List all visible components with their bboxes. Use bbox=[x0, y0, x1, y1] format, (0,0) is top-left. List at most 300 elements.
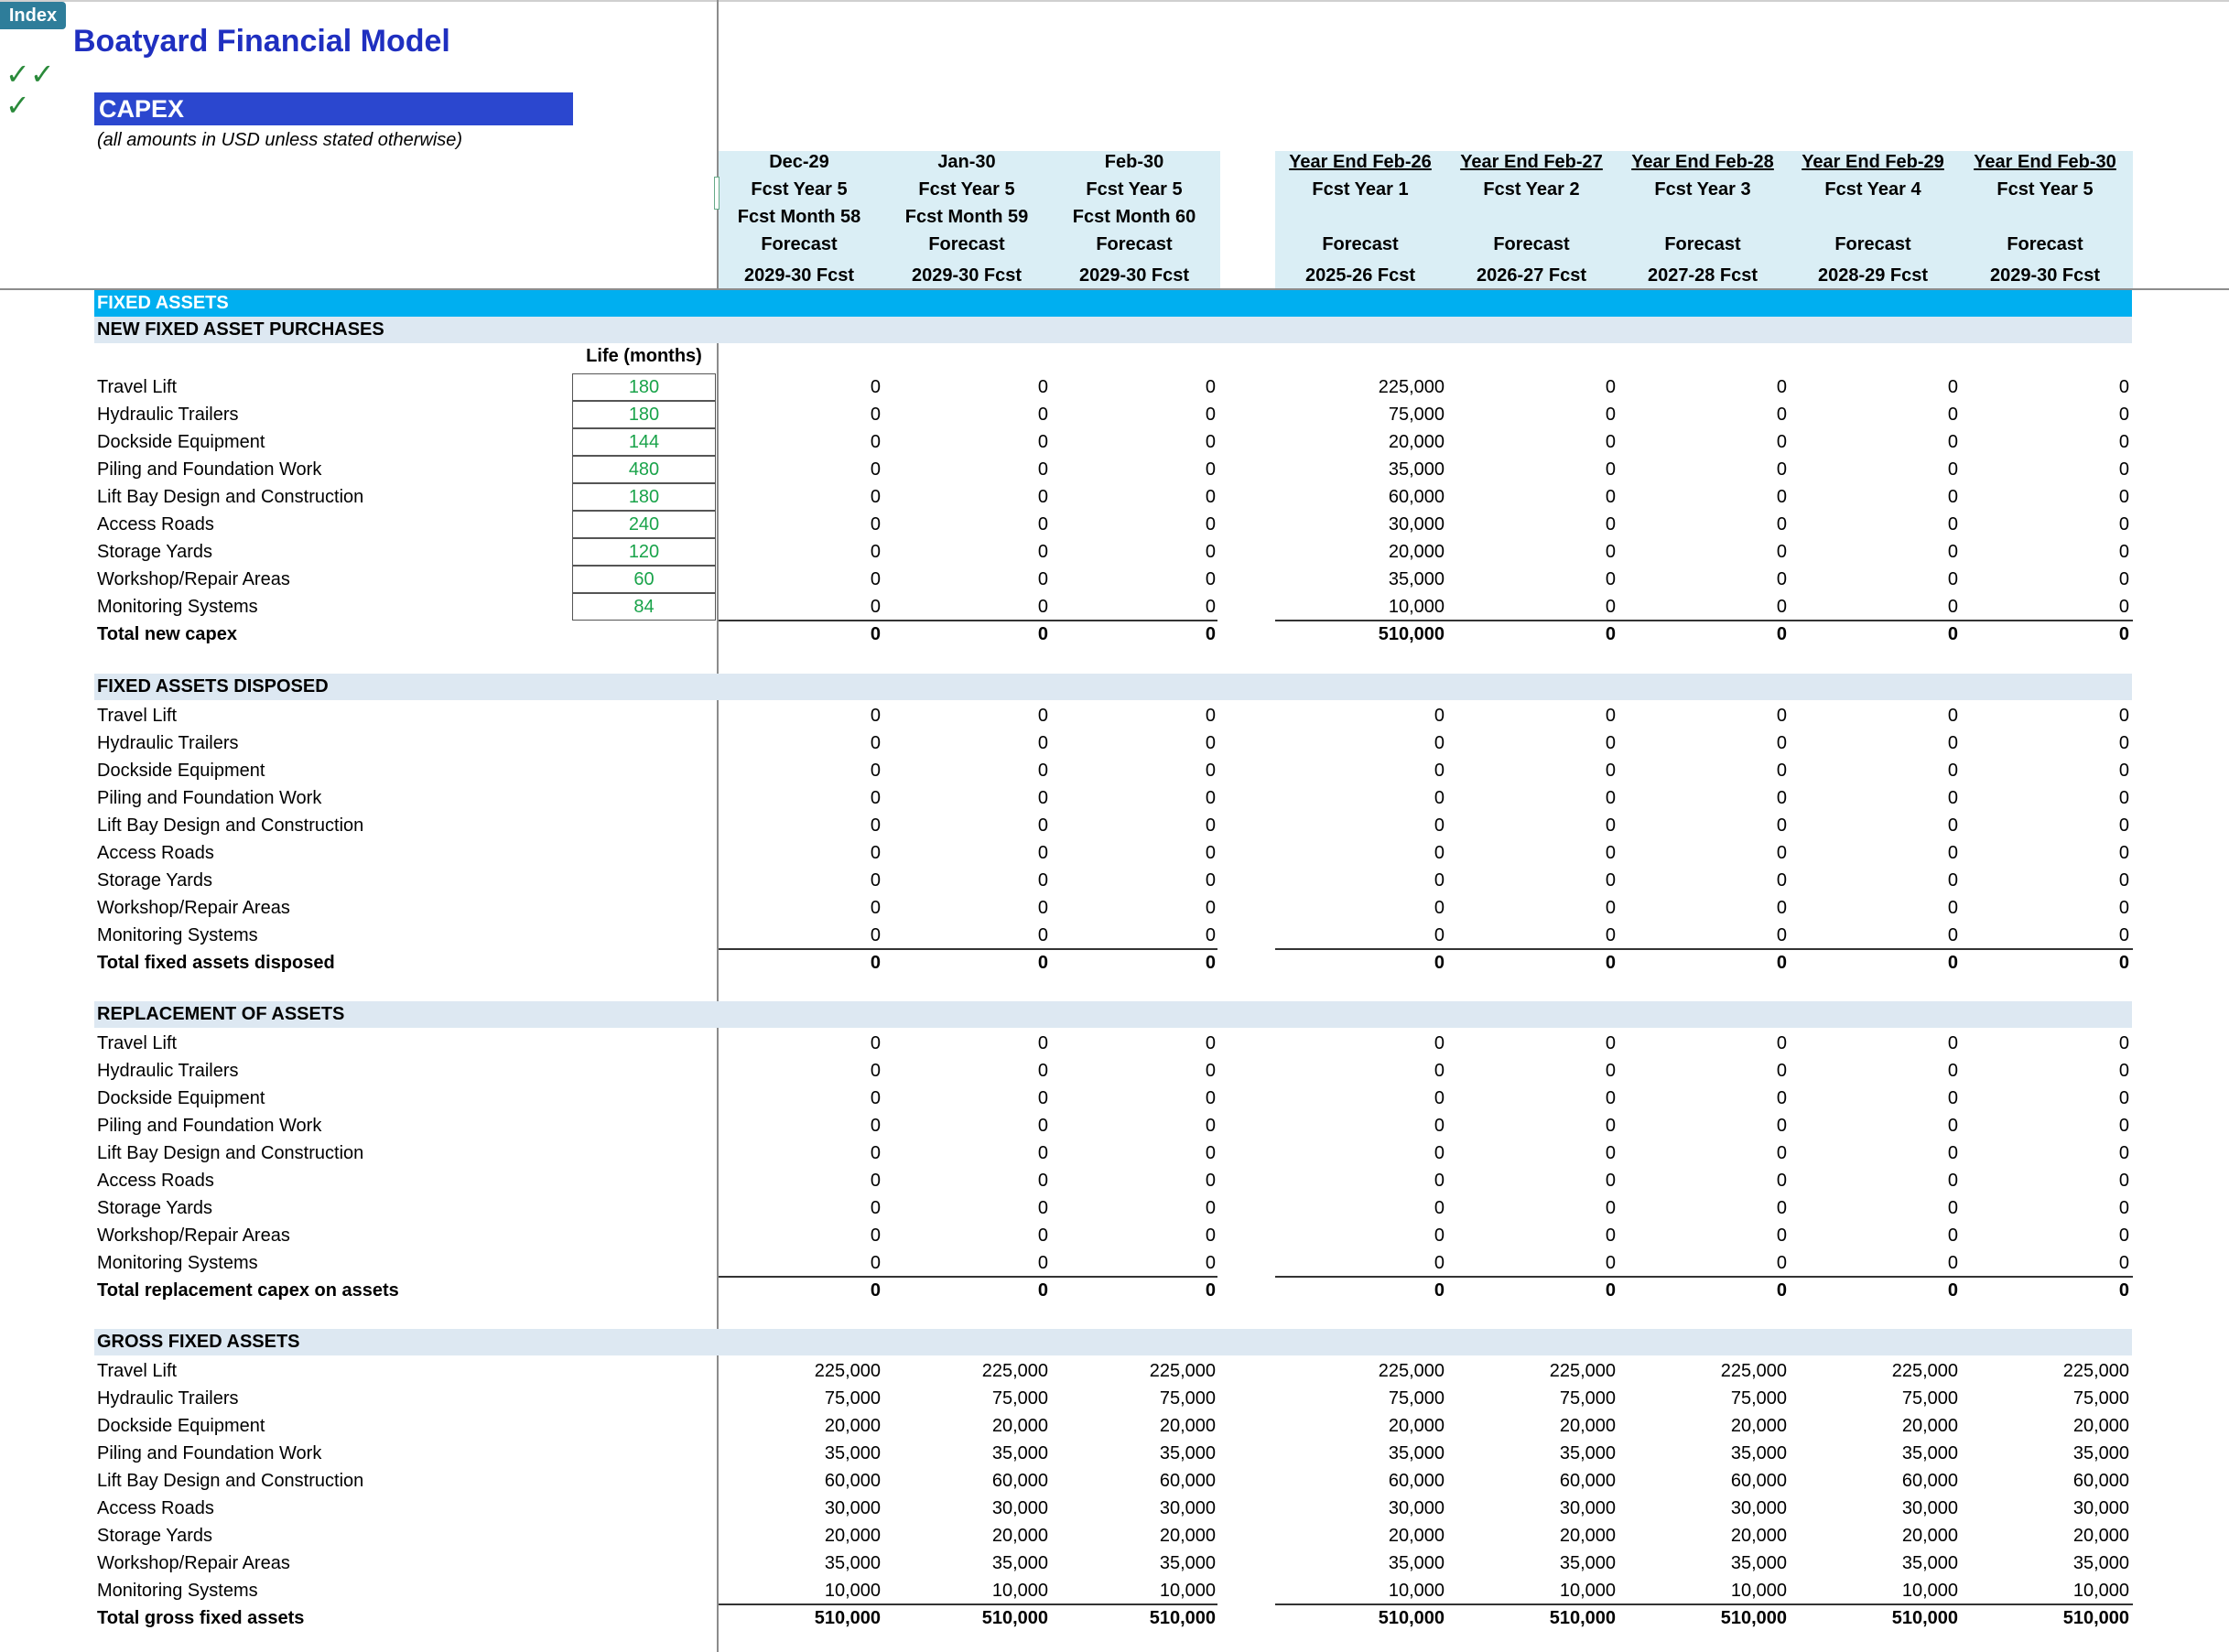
value-cell[interactable]: 0 bbox=[1205, 1033, 1216, 1053]
value-cell[interactable]: 0 bbox=[2118, 377, 2129, 397]
total-value-cell[interactable]: 0 bbox=[2118, 953, 2129, 973]
value-cell[interactable]: 30,000 bbox=[824, 1498, 881, 1518]
value-cell[interactable]: 75,000 bbox=[2072, 1388, 2129, 1409]
value-cell[interactable]: 0 bbox=[1037, 843, 1048, 863]
total-value-cell[interactable]: 510,000 bbox=[1891, 1608, 1958, 1628]
total-value-cell[interactable]: 510,000 bbox=[814, 1608, 881, 1628]
value-cell[interactable]: 60,000 bbox=[824, 1471, 881, 1491]
value-cell[interactable]: 0 bbox=[1434, 733, 1445, 753]
value-cell[interactable]: 0 bbox=[870, 569, 881, 589]
value-cell[interactable]: 0 bbox=[1037, 706, 1048, 726]
life-months-input[interactable]: 60 bbox=[572, 566, 716, 593]
value-cell[interactable]: 30,000 bbox=[1559, 1498, 1616, 1518]
value-cell[interactable]: 0 bbox=[1205, 1061, 1216, 1081]
value-cell[interactable]: 30,000 bbox=[991, 1498, 1048, 1518]
value-cell[interactable]: 0 bbox=[1776, 1116, 1787, 1136]
value-cell[interactable]: 0 bbox=[870, 514, 881, 534]
value-cell[interactable]: 0 bbox=[870, 459, 881, 480]
value-cell[interactable]: 0 bbox=[1205, 569, 1216, 589]
value-cell[interactable]: 0 bbox=[1776, 925, 1787, 945]
value-cell[interactable]: 0 bbox=[1205, 542, 1216, 562]
value-cell[interactable]: 35,000 bbox=[1559, 1553, 1616, 1573]
value-cell[interactable]: 0 bbox=[1776, 1171, 1787, 1191]
value-cell[interactable]: 0 bbox=[1037, 925, 1048, 945]
value-cell[interactable]: 225,000 bbox=[981, 1361, 1048, 1381]
value-cell[interactable]: 0 bbox=[1947, 597, 1958, 617]
value-cell[interactable]: 0 bbox=[2118, 1171, 2129, 1191]
total-value-cell[interactable]: 0 bbox=[1776, 624, 1787, 644]
value-cell[interactable]: 0 bbox=[870, 487, 881, 507]
value-cell[interactable]: 0 bbox=[1947, 1143, 1958, 1163]
value-cell[interactable]: 0 bbox=[1947, 733, 1958, 753]
value-cell[interactable]: 20,000 bbox=[1388, 432, 1445, 452]
value-cell[interactable]: 0 bbox=[1434, 1061, 1445, 1081]
value-cell[interactable]: 10,000 bbox=[1559, 1581, 1616, 1601]
value-cell[interactable]: 60,000 bbox=[1559, 1471, 1616, 1491]
value-cell[interactable]: 0 bbox=[1205, 1143, 1216, 1163]
value-cell[interactable]: 0 bbox=[870, 1171, 881, 1191]
value-cell[interactable]: 0 bbox=[1037, 459, 1048, 480]
value-cell[interactable]: 0 bbox=[1434, 925, 1445, 945]
value-cell[interactable]: 0 bbox=[2118, 843, 2129, 863]
total-value-cell[interactable]: 0 bbox=[1434, 1280, 1445, 1301]
life-months-input[interactable]: 84 bbox=[572, 593, 716, 621]
value-cell[interactable]: 0 bbox=[2118, 870, 2129, 891]
value-cell[interactable]: 0 bbox=[1947, 487, 1958, 507]
value-cell[interactable]: 0 bbox=[1605, 788, 1616, 808]
value-cell[interactable]: 0 bbox=[1037, 1171, 1048, 1191]
value-cell[interactable]: 0 bbox=[1205, 1226, 1216, 1246]
value-cell[interactable]: 0 bbox=[1776, 788, 1787, 808]
value-cell[interactable]: 0 bbox=[870, 733, 881, 753]
total-value-cell[interactable]: 0 bbox=[1605, 1280, 1616, 1301]
value-cell[interactable]: 0 bbox=[1037, 1198, 1048, 1218]
value-cell[interactable]: 0 bbox=[1776, 542, 1787, 562]
value-cell[interactable]: 0 bbox=[1947, 377, 1958, 397]
value-cell[interactable]: 225,000 bbox=[814, 1361, 881, 1381]
value-cell[interactable]: 0 bbox=[1205, 898, 1216, 918]
total-value-cell[interactable]: 510,000 bbox=[1720, 1608, 1787, 1628]
value-cell[interactable]: 0 bbox=[2118, 815, 2129, 836]
value-cell[interactable]: 75,000 bbox=[991, 1388, 1048, 1409]
value-cell[interactable]: 0 bbox=[1434, 1116, 1445, 1136]
value-cell[interactable]: 0 bbox=[1947, 514, 1958, 534]
value-cell[interactable]: 60,000 bbox=[1388, 487, 1445, 507]
value-cell[interactable]: 0 bbox=[1605, 1198, 1616, 1218]
value-cell[interactable]: 75,000 bbox=[1388, 405, 1445, 425]
value-cell[interactable]: 0 bbox=[1605, 925, 1616, 945]
value-cell[interactable]: 75,000 bbox=[1388, 1388, 1445, 1409]
value-cell[interactable]: 0 bbox=[870, 377, 881, 397]
value-cell[interactable]: 0 bbox=[870, 1061, 881, 1081]
value-cell[interactable]: 0 bbox=[2118, 1061, 2129, 1081]
value-cell[interactable]: 20,000 bbox=[1901, 1526, 1958, 1546]
total-value-cell[interactable]: 0 bbox=[1947, 953, 1958, 973]
value-cell[interactable]: 0 bbox=[1947, 1061, 1958, 1081]
life-months-input[interactable]: 180 bbox=[572, 401, 716, 428]
value-cell[interactable]: 35,000 bbox=[2072, 1443, 2129, 1463]
value-cell[interactable]: 0 bbox=[1434, 1171, 1445, 1191]
value-cell[interactable]: 0 bbox=[1605, 1171, 1616, 1191]
value-cell[interactable]: 0 bbox=[2118, 514, 2129, 534]
value-cell[interactable]: 0 bbox=[1776, 1226, 1787, 1246]
value-cell[interactable]: 20,000 bbox=[991, 1526, 1048, 1546]
value-cell[interactable]: 60,000 bbox=[1901, 1471, 1958, 1491]
value-cell[interactable]: 0 bbox=[1776, 1033, 1787, 1053]
value-cell[interactable]: 0 bbox=[2118, 1226, 2129, 1246]
value-cell[interactable]: 0 bbox=[2118, 898, 2129, 918]
value-cell[interactable]: 0 bbox=[1434, 761, 1445, 781]
value-cell[interactable]: 0 bbox=[870, 1198, 881, 1218]
value-cell[interactable]: 0 bbox=[870, 898, 881, 918]
value-cell[interactable]: 0 bbox=[1947, 815, 1958, 836]
value-cell[interactable]: 0 bbox=[1434, 1143, 1445, 1163]
value-cell[interactable]: 0 bbox=[1947, 1226, 1958, 1246]
value-cell[interactable]: 75,000 bbox=[1159, 1388, 1216, 1409]
value-cell[interactable]: 0 bbox=[1434, 706, 1445, 726]
value-cell[interactable]: 0 bbox=[2118, 1253, 2129, 1273]
value-cell[interactable]: 0 bbox=[1947, 569, 1958, 589]
value-cell[interactable]: 0 bbox=[2118, 1033, 2129, 1053]
value-cell[interactable]: 0 bbox=[1205, 1116, 1216, 1136]
value-cell[interactable]: 20,000 bbox=[1730, 1526, 1787, 1546]
value-cell[interactable]: 0 bbox=[1605, 1226, 1616, 1246]
total-value-cell[interactable]: 0 bbox=[2118, 624, 2129, 644]
value-cell[interactable]: 0 bbox=[1605, 870, 1616, 891]
total-value-cell[interactable]: 0 bbox=[1776, 1280, 1787, 1301]
value-cell[interactable]: 35,000 bbox=[1730, 1553, 1787, 1573]
total-value-cell[interactable]: 0 bbox=[1205, 624, 1216, 644]
value-cell[interactable]: 20,000 bbox=[1388, 542, 1445, 562]
value-cell[interactable]: 0 bbox=[1947, 1198, 1958, 1218]
value-cell[interactable]: 0 bbox=[870, 1088, 881, 1108]
total-value-cell[interactable]: 0 bbox=[1605, 624, 1616, 644]
value-cell[interactable]: 20,000 bbox=[1559, 1416, 1616, 1436]
value-cell[interactable]: 0 bbox=[1776, 733, 1787, 753]
value-cell[interactable]: 30,000 bbox=[1388, 514, 1445, 534]
value-cell[interactable]: 20,000 bbox=[1901, 1416, 1958, 1436]
value-cell[interactable]: 0 bbox=[1776, 432, 1787, 452]
value-cell[interactable]: 0 bbox=[2118, 597, 2129, 617]
value-cell[interactable]: 0 bbox=[1776, 761, 1787, 781]
value-cell[interactable]: 0 bbox=[1605, 1061, 1616, 1081]
value-cell[interactable]: 0 bbox=[1605, 405, 1616, 425]
value-cell[interactable]: 20,000 bbox=[1388, 1526, 1445, 1546]
value-cell[interactable]: 0 bbox=[1205, 432, 1216, 452]
total-value-cell[interactable]: 0 bbox=[1205, 953, 1216, 973]
value-cell[interactable]: 0 bbox=[1776, 815, 1787, 836]
value-cell[interactable]: 35,000 bbox=[1388, 459, 1445, 480]
value-cell[interactable]: 60,000 bbox=[1730, 1471, 1787, 1491]
value-cell[interactable]: 10,000 bbox=[1388, 1581, 1445, 1601]
value-cell[interactable]: 0 bbox=[1605, 514, 1616, 534]
value-cell[interactable]: 75,000 bbox=[824, 1388, 881, 1409]
value-cell[interactable]: 0 bbox=[1947, 925, 1958, 945]
value-cell[interactable]: 0 bbox=[1434, 1033, 1445, 1053]
value-cell[interactable]: 35,000 bbox=[1901, 1553, 1958, 1573]
value-cell[interactable]: 0 bbox=[1205, 405, 1216, 425]
total-value-cell[interactable]: 0 bbox=[1947, 1280, 1958, 1301]
value-cell[interactable]: 20,000 bbox=[824, 1416, 881, 1436]
value-cell[interactable]: 225,000 bbox=[1891, 1361, 1958, 1381]
value-cell[interactable]: 0 bbox=[2118, 569, 2129, 589]
value-cell[interactable]: 0 bbox=[1947, 542, 1958, 562]
value-cell[interactable]: 0 bbox=[1947, 1033, 1958, 1053]
value-cell[interactable]: 0 bbox=[1605, 761, 1616, 781]
total-value-cell[interactable]: 0 bbox=[1037, 624, 1048, 644]
value-cell[interactable]: 0 bbox=[1205, 1198, 1216, 1218]
value-cell[interactable]: 20,000 bbox=[2072, 1416, 2129, 1436]
value-cell[interactable]: 10,000 bbox=[1159, 1581, 1216, 1601]
value-cell[interactable]: 60,000 bbox=[1159, 1471, 1216, 1491]
value-cell[interactable]: 0 bbox=[1605, 1033, 1616, 1053]
value-cell[interactable]: 0 bbox=[1776, 898, 1787, 918]
value-cell[interactable]: 0 bbox=[1205, 1253, 1216, 1273]
value-cell[interactable]: 0 bbox=[870, 432, 881, 452]
total-value-cell[interactable]: 0 bbox=[1605, 953, 1616, 973]
value-cell[interactable]: 0 bbox=[1605, 542, 1616, 562]
value-cell[interactable]: 0 bbox=[1037, 514, 1048, 534]
value-cell[interactable]: 0 bbox=[870, 542, 881, 562]
total-value-cell[interactable]: 0 bbox=[2118, 1280, 2129, 1301]
total-value-cell[interactable]: 0 bbox=[1776, 953, 1787, 973]
total-value-cell[interactable]: 0 bbox=[1037, 1280, 1048, 1301]
value-cell[interactable]: 225,000 bbox=[2062, 1361, 2129, 1381]
value-cell[interactable]: 0 bbox=[870, 597, 881, 617]
value-cell[interactable]: 0 bbox=[870, 405, 881, 425]
life-months-input[interactable]: 144 bbox=[572, 428, 716, 456]
value-cell[interactable]: 0 bbox=[870, 870, 881, 891]
value-cell[interactable]: 0 bbox=[1037, 1226, 1048, 1246]
value-cell[interactable]: 0 bbox=[1776, 377, 1787, 397]
value-cell[interactable]: 0 bbox=[1605, 569, 1616, 589]
value-cell[interactable]: 0 bbox=[1037, 377, 1048, 397]
value-cell[interactable]: 225,000 bbox=[1549, 1361, 1616, 1381]
life-months-input[interactable]: 180 bbox=[572, 483, 716, 511]
value-cell[interactable]: 0 bbox=[870, 1226, 881, 1246]
value-cell[interactable]: 0 bbox=[1947, 459, 1958, 480]
value-cell[interactable]: 0 bbox=[1037, 733, 1048, 753]
life-months-input[interactable]: 480 bbox=[572, 456, 716, 483]
value-cell[interactable]: 35,000 bbox=[1159, 1553, 1216, 1573]
total-value-cell[interactable]: 0 bbox=[1947, 624, 1958, 644]
value-cell[interactable]: 0 bbox=[1776, 487, 1787, 507]
value-cell[interactable]: 0 bbox=[1776, 459, 1787, 480]
total-value-cell[interactable]: 0 bbox=[1205, 1280, 1216, 1301]
value-cell[interactable]: 0 bbox=[1605, 898, 1616, 918]
value-cell[interactable]: 0 bbox=[2118, 1198, 2129, 1218]
value-cell[interactable]: 0 bbox=[1205, 733, 1216, 753]
value-cell[interactable]: 0 bbox=[870, 1033, 881, 1053]
value-cell[interactable]: 35,000 bbox=[1559, 1443, 1616, 1463]
value-cell[interactable]: 35,000 bbox=[2072, 1553, 2129, 1573]
life-months-input[interactable]: 240 bbox=[572, 511, 716, 538]
value-cell[interactable]: 0 bbox=[1205, 597, 1216, 617]
total-value-cell[interactable]: 510,000 bbox=[2062, 1608, 2129, 1628]
value-cell[interactable]: 0 bbox=[870, 788, 881, 808]
value-cell[interactable]: 0 bbox=[1605, 843, 1616, 863]
total-value-cell[interactable]: 510,000 bbox=[1549, 1608, 1616, 1628]
value-cell[interactable]: 20,000 bbox=[2072, 1526, 2129, 1546]
value-cell[interactable]: 10,000 bbox=[1901, 1581, 1958, 1601]
value-cell[interactable]: 75,000 bbox=[1559, 1388, 1616, 1409]
value-cell[interactable]: 0 bbox=[1037, 870, 1048, 891]
index-button[interactable]: Index bbox=[0, 2, 66, 29]
value-cell[interactable]: 0 bbox=[1037, 432, 1048, 452]
value-cell[interactable]: 0 bbox=[1037, 788, 1048, 808]
value-cell[interactable]: 35,000 bbox=[824, 1553, 881, 1573]
value-cell[interactable]: 0 bbox=[1605, 487, 1616, 507]
value-cell[interactable]: 10,000 bbox=[2072, 1581, 2129, 1601]
value-cell[interactable]: 20,000 bbox=[824, 1526, 881, 1546]
value-cell[interactable]: 0 bbox=[870, 1116, 881, 1136]
value-cell[interactable]: 0 bbox=[2118, 1116, 2129, 1136]
value-cell[interactable]: 0 bbox=[1947, 1088, 1958, 1108]
value-cell[interactable]: 0 bbox=[2118, 487, 2129, 507]
total-value-cell[interactable]: 0 bbox=[870, 1280, 881, 1301]
value-cell[interactable]: 35,000 bbox=[1388, 569, 1445, 589]
value-cell[interactable]: 0 bbox=[1205, 925, 1216, 945]
value-cell[interactable]: 0 bbox=[1776, 706, 1787, 726]
value-cell[interactable]: 0 bbox=[1037, 1088, 1048, 1108]
value-cell[interactable]: 0 bbox=[1205, 788, 1216, 808]
value-cell[interactable]: 35,000 bbox=[991, 1553, 1048, 1573]
value-cell[interactable]: 0 bbox=[1205, 761, 1216, 781]
value-cell[interactable]: 0 bbox=[1037, 1061, 1048, 1081]
value-cell[interactable]: 0 bbox=[1776, 870, 1787, 891]
value-cell[interactable]: 0 bbox=[1947, 843, 1958, 863]
value-cell[interactable]: 0 bbox=[870, 1143, 881, 1163]
value-cell[interactable]: 0 bbox=[1947, 1171, 1958, 1191]
value-cell[interactable]: 0 bbox=[2118, 1088, 2129, 1108]
value-cell[interactable]: 75,000 bbox=[1901, 1388, 1958, 1409]
value-cell[interactable]: 0 bbox=[1776, 843, 1787, 863]
value-cell[interactable]: 0 bbox=[1776, 1061, 1787, 1081]
value-cell[interactable]: 0 bbox=[1037, 1033, 1048, 1053]
value-cell[interactable]: 0 bbox=[1037, 542, 1048, 562]
value-cell[interactable]: 35,000 bbox=[1159, 1443, 1216, 1463]
value-cell[interactable]: 0 bbox=[1947, 761, 1958, 781]
value-cell[interactable]: 0 bbox=[1605, 1116, 1616, 1136]
value-cell[interactable]: 0 bbox=[1037, 761, 1048, 781]
value-cell[interactable]: 0 bbox=[1205, 815, 1216, 836]
value-cell[interactable]: 0 bbox=[870, 706, 881, 726]
value-cell[interactable]: 30,000 bbox=[2072, 1498, 2129, 1518]
value-cell[interactable]: 0 bbox=[1205, 514, 1216, 534]
value-cell[interactable]: 60,000 bbox=[1388, 1471, 1445, 1491]
value-cell[interactable]: 0 bbox=[1434, 870, 1445, 891]
value-cell[interactable]: 0 bbox=[1605, 432, 1616, 452]
total-value-cell[interactable]: 0 bbox=[870, 624, 881, 644]
value-cell[interactable]: 0 bbox=[870, 761, 881, 781]
value-cell[interactable]: 0 bbox=[1037, 898, 1048, 918]
life-months-input[interactable]: 180 bbox=[572, 373, 716, 401]
value-cell[interactable]: 0 bbox=[1037, 815, 1048, 836]
value-cell[interactable]: 0 bbox=[2118, 542, 2129, 562]
value-cell[interactable]: 0 bbox=[1776, 597, 1787, 617]
value-cell[interactable]: 0 bbox=[870, 925, 881, 945]
value-cell[interactable]: 10,000 bbox=[824, 1581, 881, 1601]
life-months-input[interactable]: 120 bbox=[572, 538, 716, 566]
value-cell[interactable]: 0 bbox=[1605, 733, 1616, 753]
value-cell[interactable]: 20,000 bbox=[1559, 1526, 1616, 1546]
value-cell[interactable]: 0 bbox=[2118, 761, 2129, 781]
value-cell[interactable]: 225,000 bbox=[1378, 377, 1445, 397]
value-cell[interactable]: 0 bbox=[1037, 487, 1048, 507]
value-cell[interactable]: 0 bbox=[1947, 870, 1958, 891]
value-cell[interactable]: 20,000 bbox=[1159, 1526, 1216, 1546]
total-value-cell[interactable]: 510,000 bbox=[1378, 624, 1445, 644]
total-value-cell[interactable]: 510,000 bbox=[981, 1608, 1048, 1628]
value-cell[interactable]: 0 bbox=[2118, 733, 2129, 753]
value-cell[interactable]: 0 bbox=[1947, 898, 1958, 918]
value-cell[interactable]: 0 bbox=[1434, 788, 1445, 808]
value-cell[interactable]: 30,000 bbox=[1159, 1498, 1216, 1518]
value-cell[interactable]: 0 bbox=[1605, 459, 1616, 480]
value-cell[interactable]: 0 bbox=[1776, 405, 1787, 425]
value-cell[interactable]: 0 bbox=[1776, 1088, 1787, 1108]
value-cell[interactable]: 0 bbox=[1205, 377, 1216, 397]
value-cell[interactable]: 35,000 bbox=[1730, 1443, 1787, 1463]
value-cell[interactable]: 60,000 bbox=[2072, 1471, 2129, 1491]
value-cell[interactable]: 0 bbox=[1434, 1088, 1445, 1108]
value-cell[interactable]: 0 bbox=[1605, 1253, 1616, 1273]
value-cell[interactable]: 0 bbox=[1205, 1171, 1216, 1191]
value-cell[interactable]: 0 bbox=[1605, 706, 1616, 726]
value-cell[interactable]: 10,000 bbox=[991, 1581, 1048, 1601]
total-value-cell[interactable]: 510,000 bbox=[1149, 1608, 1216, 1628]
value-cell[interactable]: 10,000 bbox=[1388, 597, 1445, 617]
value-cell[interactable]: 0 bbox=[1605, 377, 1616, 397]
value-cell[interactable]: 0 bbox=[1037, 597, 1048, 617]
value-cell[interactable]: 225,000 bbox=[1149, 1361, 1216, 1381]
value-cell[interactable]: 225,000 bbox=[1720, 1361, 1787, 1381]
value-cell[interactable]: 0 bbox=[1947, 706, 1958, 726]
value-cell[interactable]: 0 bbox=[2118, 788, 2129, 808]
value-cell[interactable]: 20,000 bbox=[1388, 1416, 1445, 1436]
value-cell[interactable]: 0 bbox=[1776, 1198, 1787, 1218]
value-cell[interactable]: 35,000 bbox=[1901, 1443, 1958, 1463]
value-cell[interactable]: 20,000 bbox=[1730, 1416, 1787, 1436]
value-cell[interactable]: 35,000 bbox=[991, 1443, 1048, 1463]
value-cell[interactable]: 75,000 bbox=[1730, 1388, 1787, 1409]
value-cell[interactable]: 0 bbox=[1205, 459, 1216, 480]
value-cell[interactable]: 0 bbox=[1205, 870, 1216, 891]
value-cell[interactable]: 35,000 bbox=[1388, 1553, 1445, 1573]
value-cell[interactable]: 0 bbox=[1605, 815, 1616, 836]
value-cell[interactable]: 0 bbox=[2118, 432, 2129, 452]
value-cell[interactable]: 0 bbox=[1947, 1116, 1958, 1136]
value-cell[interactable]: 0 bbox=[2118, 459, 2129, 480]
total-value-cell[interactable]: 0 bbox=[1434, 953, 1445, 973]
value-cell[interactable]: 0 bbox=[2118, 706, 2129, 726]
value-cell[interactable]: 0 bbox=[1434, 1253, 1445, 1273]
value-cell[interactable]: 0 bbox=[1205, 706, 1216, 726]
value-cell[interactable]: 0 bbox=[1037, 1143, 1048, 1163]
value-cell[interactable]: 30,000 bbox=[1388, 1498, 1445, 1518]
value-cell[interactable]: 0 bbox=[1605, 597, 1616, 617]
value-cell[interactable]: 30,000 bbox=[1730, 1498, 1787, 1518]
value-cell[interactable]: 0 bbox=[1605, 1088, 1616, 1108]
value-cell[interactable]: 0 bbox=[2118, 405, 2129, 425]
value-cell[interactable]: 30,000 bbox=[1901, 1498, 1958, 1518]
value-cell[interactable]: 20,000 bbox=[1159, 1416, 1216, 1436]
total-value-cell[interactable]: 0 bbox=[1037, 953, 1048, 973]
value-cell[interactable]: 0 bbox=[2118, 1143, 2129, 1163]
value-cell[interactable]: 0 bbox=[1205, 487, 1216, 507]
value-cell[interactable]: 0 bbox=[1205, 843, 1216, 863]
value-cell[interactable]: 0 bbox=[870, 1253, 881, 1273]
